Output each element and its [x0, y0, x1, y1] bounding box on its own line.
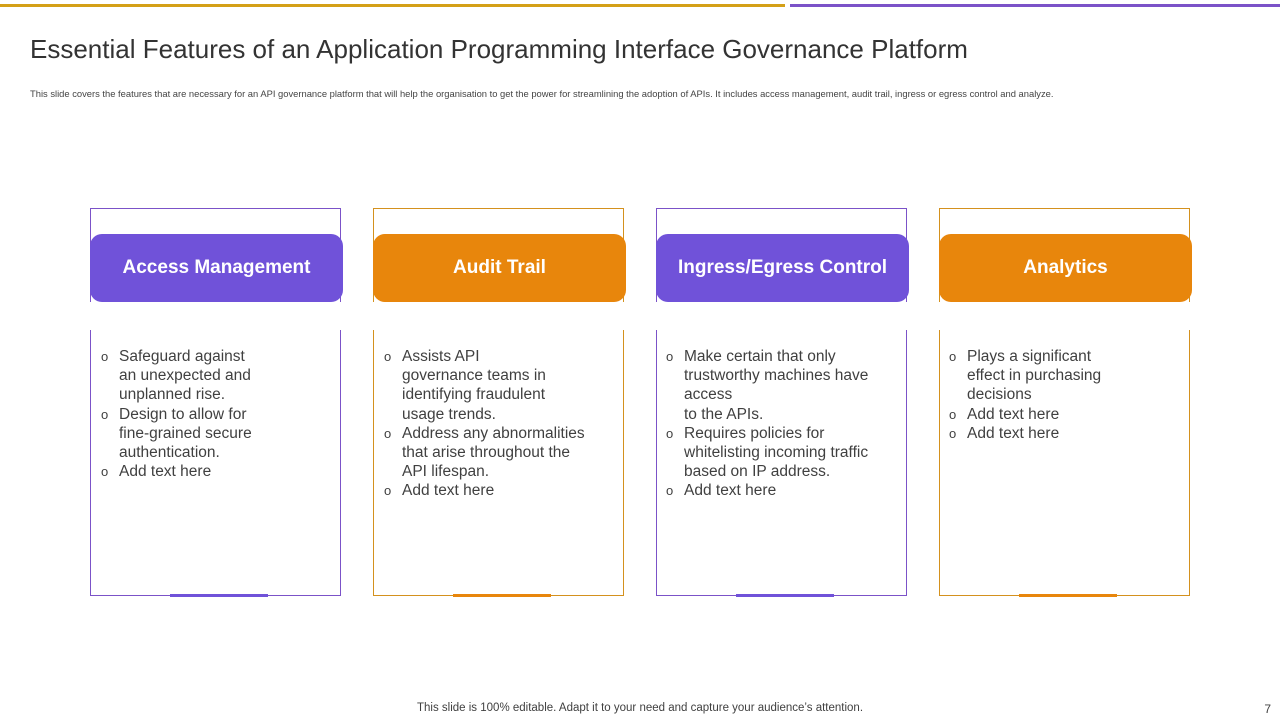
list-item: o Add text here [101, 462, 321, 481]
card-heading-access-management: Access Management [90, 234, 343, 302]
slide-subtitle: This slide covers the features that are necessary for an API governance platform that will help the organisation to get the power for streamlining the adoption of APIs. It includes access management, audit trail, ingress or egress control and analyze. [30, 88, 1054, 99]
card-gap [371, 302, 626, 330]
card-bottom-accent [170, 594, 268, 597]
card-gap [937, 302, 1192, 330]
card-bottom-accent [1019, 594, 1117, 597]
list-item: o Plays a significant effect in purchasing decisions [949, 347, 1169, 405]
top-accent-bar-purple [790, 4, 1280, 7]
list-item: o Safeguard against an unexpected and unplanned rise. [101, 347, 321, 405]
card-bottom-accent [736, 594, 834, 597]
card-bullets-access-management [101, 347, 321, 481]
list-item: o Address any abnormalities that arise throughout the API lifespan. [384, 424, 614, 482]
list-item: o Requires policies for whitelisting incoming traffic based on IP address. [666, 424, 898, 482]
list-item: o Make certain that only trustworthy machines have access to the APIs. [666, 347, 898, 424]
card-heading-audit-trail: Audit Trail [373, 234, 626, 302]
card-heading-ingress-egress-control: Ingress/Egress Control [656, 234, 909, 302]
slide-title: Essential Features of an Application Programming Interface Governance Platform [30, 34, 968, 64]
top-accent-bar-gold [0, 4, 785, 7]
card-bullets-audit-trail [384, 347, 614, 501]
list-item: o Design to allow for fine-grained secure authentication. [101, 405, 321, 463]
slide-footer: This slide is 100% editable. Adapt it to your need and capture your audience’s attention. [416, 702, 864, 714]
card-gap [88, 302, 343, 330]
list-item: o Add text here [384, 481, 614, 500]
page-number: 7 [1264, 702, 1271, 716]
card-bullets-analytics [949, 347, 1169, 443]
card-heading-analytics: Analytics [939, 234, 1192, 302]
card-bottom-accent [453, 594, 551, 597]
card-gap [654, 302, 909, 330]
list-item: o Add text here [949, 424, 1169, 443]
card-bullets-ingress-egress-control [666, 347, 898, 501]
list-item: o Add text here [666, 481, 898, 500]
list-item: o Assists API governance teams in identifying fraudulent usage trends. [384, 347, 614, 424]
list-item: o Add text here [949, 405, 1169, 424]
